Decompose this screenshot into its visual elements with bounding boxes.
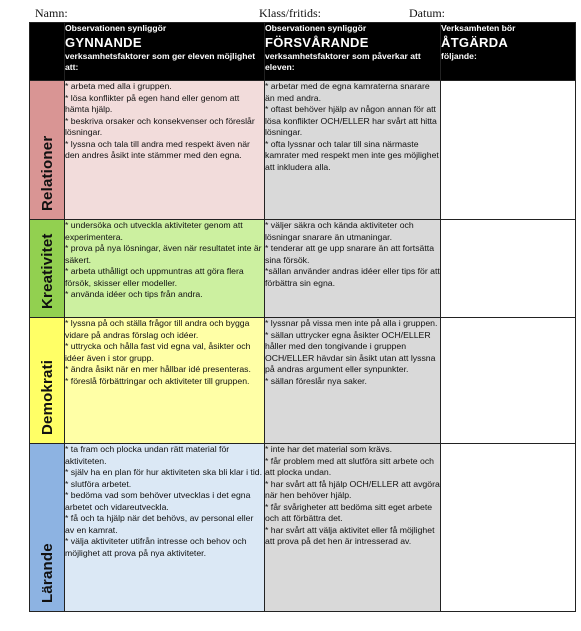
header-hindering	[265, 23, 441, 81]
list-item: * tenderar att ge upp snarare än att fortsätta sina försök.	[265, 243, 435, 265]
name-label: Namn:	[35, 6, 68, 20]
row-kreativitet	[30, 220, 576, 318]
class-label: Klass/fritids:	[259, 6, 321, 20]
row-larande	[30, 444, 576, 612]
list-item: * lyssna och tala till andra med respekt även när den andres åsikt inte stämmer med den egna.	[65, 138, 250, 160]
header-action-sub: följande:	[441, 51, 477, 61]
list-item: * bedöma vad som behöver utvecklas i det egna arbetet och vidareutveckla.	[65, 490, 251, 512]
hindering-cell[interactable]	[265, 318, 441, 444]
action-cell[interactable]	[441, 81, 576, 220]
header-action-top: Verksamheten bör	[441, 23, 516, 33]
header-hindering-sub: verksamhetsfaktorer som påverkar att eleven:	[265, 51, 421, 72]
favorable-cell[interactable]	[65, 318, 265, 444]
favorable-cell[interactable]	[65, 444, 265, 612]
list-item: * inte har det material som krävs.	[265, 444, 392, 454]
category-label: Demokrati	[39, 359, 56, 435]
header-hindering-title: FÖRSVÅRANDE	[265, 35, 369, 50]
list-item: * få och ta hjälp när det behövs, av personal eller av en kamrat.	[65, 513, 254, 535]
category-cell	[30, 81, 65, 220]
header-favorable-title: GYNNANDE	[65, 35, 142, 50]
list-item: * slutföra arbetet.	[65, 478, 132, 489]
list-item: * ta fram och plocka undan rätt material för aktiviteten.	[65, 444, 230, 466]
header-favorable	[65, 23, 265, 81]
action-cell[interactable]	[441, 444, 576, 612]
header-action	[441, 23, 576, 81]
header-action-title: ÅTGÄRDA	[441, 35, 509, 50]
list-item: * får problem med att slutföra sitt arbete och att plocka undan.	[265, 455, 435, 477]
action-cell[interactable]	[441, 220, 576, 318]
list-item: * oftast behöver hjälp av någon annan för att lösa konflikter OCH/ELLER har svårt att hitta lösningar.	[265, 104, 437, 137]
hindering-cell[interactable]	[265, 220, 441, 318]
list-item: * själv ha en plan för hur aktiviteten ska bli klar i tid.	[65, 467, 263, 477]
list-item: * har svårt att få hjälp OCH/ELLER att avgöra när hen behöver hjälp.	[265, 478, 440, 500]
list-item: * väljer säkra och kända aktiviteter och lösningar snarare än utmaningar.	[265, 220, 414, 242]
header-favorable-top: Observationen synliggör	[65, 23, 167, 33]
favorable-cell[interactable]	[65, 81, 265, 220]
list-item: * ofta lyssnar och talar till sina närmaste kamrater med respekt men inte ges möjlighet att inkludera alla.	[265, 138, 439, 172]
hindering-cell[interactable]	[265, 444, 441, 612]
category-cell	[30, 444, 65, 612]
list-item: *sällan använder andras idéer eller tips för att förbättra sin egna.	[265, 266, 440, 288]
category-cell	[30, 318, 65, 444]
category-label: Kreativitet	[39, 233, 56, 309]
header-favorable-sub: verksamhetsfaktorer som ger eleven möjlighet att:	[65, 51, 256, 72]
list-item: * arbeta uthålligt och uppmuntras att göra flera försök, skisser eller modeller.	[65, 266, 244, 288]
header-corner	[30, 23, 65, 81]
hindering-cell[interactable]	[265, 81, 441, 220]
list-item: * ändra åsikt när en mer hållbar idé presenteras.	[65, 364, 251, 374]
list-item: * sällan uttrycker egna åsikter OCH/ELLER håller med den tongivande i gruppen OCH/ELLER hävdar sin åsikt utan att lyssna på andras argument eller synpunkter.	[265, 329, 436, 374]
list-item: * lösa konflikter på egen hand eller genom att hämta hjälp.	[65, 92, 240, 114]
favorable-cell[interactable]	[65, 220, 265, 318]
action-cell[interactable]	[441, 318, 576, 444]
header-hindering-top: Observationen synliggör	[265, 23, 367, 33]
date-label: Datum:	[409, 6, 445, 20]
list-item: * beskriva orsaker och konsekvenser och föreslår lösningar.	[65, 115, 255, 137]
list-item: * lyssnar på vissa men inte på alla i gruppen.	[265, 318, 438, 328]
list-item: * uttrycka och hålla fast vid egna val, åsikter och idéer även i stor grupp.	[65, 341, 251, 363]
list-item: * undersöka och utveckla aktiviteter genom att experimentera.	[65, 220, 243, 242]
list-item: * har svårt att välja aktivitet eller få möjlighet att prova på det hen är intresserad av.	[265, 524, 435, 546]
category-label: Relationer	[39, 135, 56, 211]
category-label: Lärande	[39, 543, 56, 603]
category-cell	[30, 220, 65, 318]
list-item: * använda idéer och tips från andra.	[65, 289, 203, 299]
list-item: * föreslå förbättringar och aktiviteter till gruppen.	[65, 375, 250, 386]
list-item: * lyssna på och ställa frågor till andra och bygga vidare på andras förslag och idéer.	[65, 318, 250, 340]
list-item: * arbeta med alla i gruppen.	[65, 81, 172, 91]
row-relationer	[30, 81, 576, 220]
list-item: * prova på nya lösningar, även när resultatet inte är säkert.	[65, 243, 262, 265]
list-item: * arbetar med de egna kamraterna snarare än med andra.	[265, 81, 430, 103]
list-item: * välja aktiviteter utifrån intresse och behov och möjlighet att prova på nya aktiviteter.	[65, 536, 247, 558]
form-header	[0, 4, 581, 20]
observation-table	[29, 22, 576, 612]
list-item: * får svårigheter att bedöma sitt eget arbete och att förbättra det.	[265, 501, 433, 523]
header-row	[30, 23, 576, 81]
row-demokrati	[30, 318, 576, 444]
list-item: * sällan föreslår nya saker.	[265, 375, 367, 386]
